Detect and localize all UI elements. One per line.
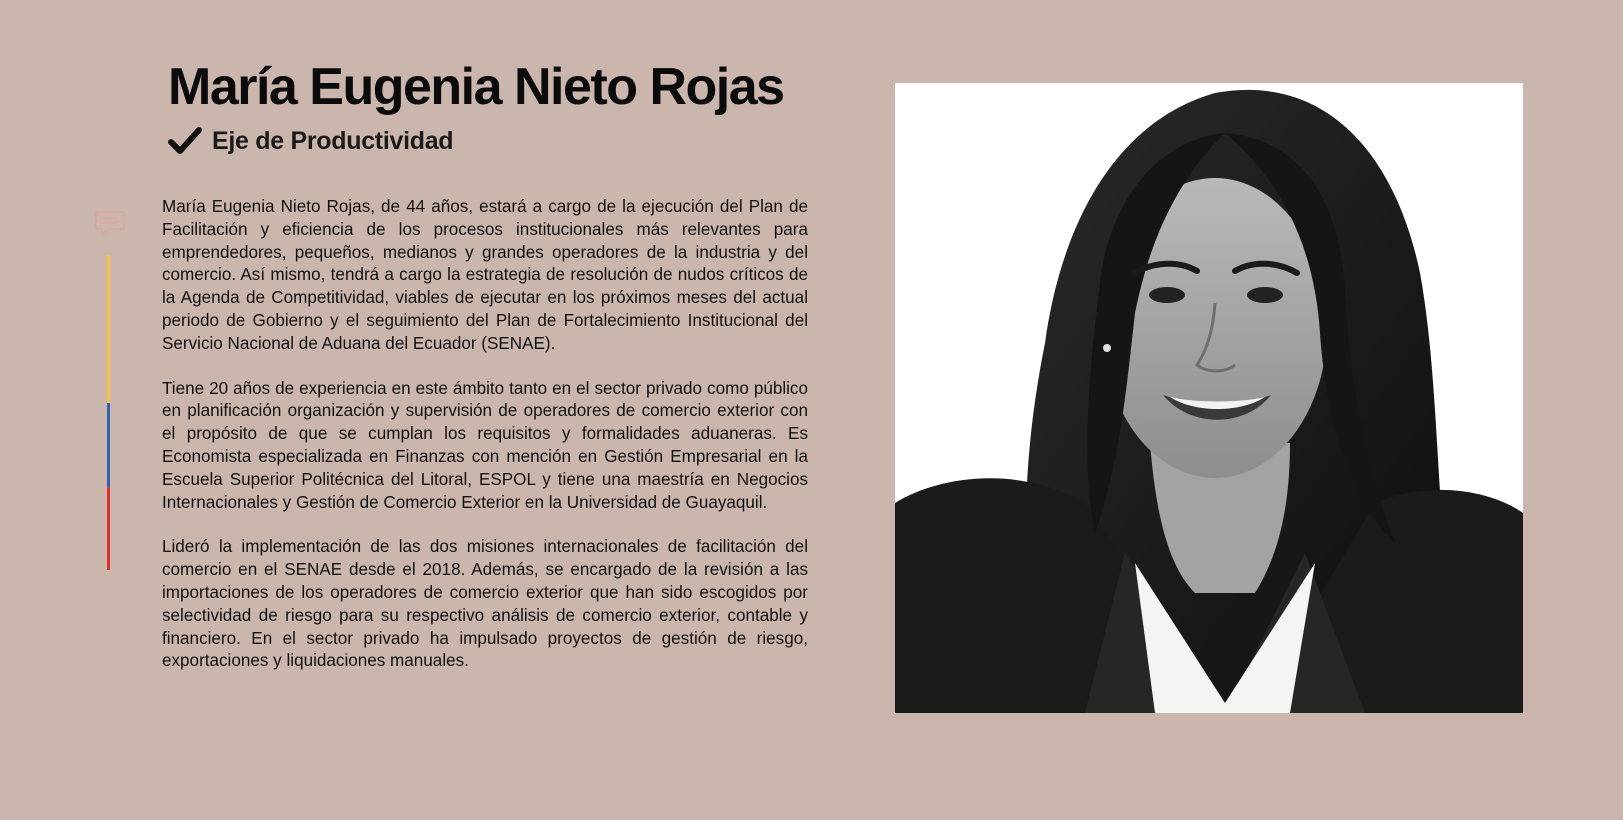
profile-role [168, 126, 453, 156]
role-label: Eje de Productividad [212, 126, 454, 155]
portrait-photo [895, 83, 1523, 713]
accent-bar-red [107, 487, 110, 570]
profile-name: María Eugenia Nieto Rojas [168, 58, 784, 116]
accent-bar-yellow [107, 255, 110, 403]
biography [162, 196, 808, 695]
bio-paragraph-1: María Eugenia Nieto Rojas, de 44 años, estará a cargo de la ejecución del Plan de Facilitación y eficiencia de los procesos institucionales más relevantes para emprendedores, pequeños, medianos y grandes operadores de la industria y del comercio. Así mismo, tendrá a cargo la estrategia de resolución de nudos críticos de la Agenda de Competitividad, viables de ejecutar en los próximos meses del actual periodo de Gobierno y el seguimiento del Plan de Fortalecimiento Institucional del Servicio Nacional de Aduana del Ecuador (SENAE). [162, 197, 808, 353]
bio-paragraph-3: Lideró la implementación de las dos misiones internacionales de facilitación del comercio en el SENAE desde el 2018. Además, se encargado de la revisión a las importaciones de los operadores de comercio exterior que han sido escogidos por selectividad de riesgo para su respectivo análisis de comercio exterior, contable y financiero. En el sector privado ha impulsado proyectos de gestión de riesgo, exportaciones y liquidaciones manuales. [162, 537, 808, 671]
checkmark-icon [168, 126, 202, 156]
accent-bar-blue [107, 403, 110, 487]
comment-icon[interactable] [95, 210, 125, 238]
portrait-illustration [895, 83, 1523, 713]
bio-paragraph-2: Tiene 20 años de experiencia en este ámbito tanto en el sector privado como público en planificación organización y supervisión de operadores de comercio exterior con el propósito de que se cumplan los requisitos y formalidades aduaneras. Es Economista especializada en Finanzas con mención en Gestión Empresarial en la Escuela Superior Politécnica del Litoral, ESPOL y tiene una maestría en Negocios Internacionales y Gestión de Comercio Exterior en la Universidad de Guayaquil. [162, 378, 808, 512]
